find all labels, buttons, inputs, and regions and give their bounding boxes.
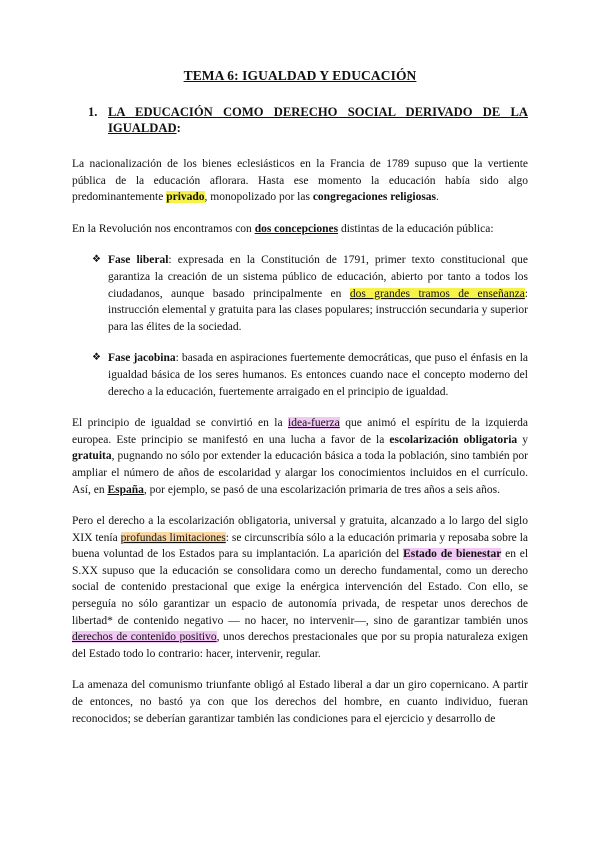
bold-gratuita: gratuita	[72, 450, 112, 463]
bold-congregaciones: congregaciones religiosas	[312, 191, 437, 204]
term-fase-jacobina: Fase jacobina	[108, 352, 176, 365]
diamond-bullet-icon: ❖	[92, 254, 101, 266]
highlight-contenido-positivo: derechos de contenido positivo	[72, 631, 217, 644]
bullet-fase-jacobina: ❖ Fase jacobina: basada en aspiraciones fuertemente democráticas, que puso el énfasis en la igualdad básica de los seres humanos. Es entonces cuando nace el concepto moderno del derecho a la educación, fuertemente arraigado en el principio de igualdad.	[92, 350, 528, 400]
highlight-privado: privado	[166, 191, 205, 204]
paragraph-nacionalizacion: La nacionalización de los bienes eclesiásticos en la Francia de 1789 supuso que la vertiente pública de la educación aflorara. Hasta ese momento la educación había sido algo predominantemente privado, monopolizado por las congregaciones religiosas.	[72, 158, 528, 204]
bold-espana: España	[107, 483, 144, 496]
highlight-estado-bienestar: Estado de bienestar	[403, 548, 502, 561]
bold-dos-concepciones: dos concepciones	[254, 222, 339, 235]
section-title: LA EDUCACIÓN COMO DERECHO SOCIAL DERIVADO DE LA IGUALDAD	[108, 105, 528, 135]
page-title: TEMA 6: IGUALDAD Y EDUCACIÓN	[183, 68, 417, 83]
section-number: 1.	[88, 105, 98, 119]
term-fase-liberal: Fase liberal	[108, 254, 169, 267]
diamond-bullet-icon: ❖	[92, 352, 101, 364]
bullet-fase-liberal: ❖ Fase liberal: expresada en la Constitución de 1791, primer texto constitucional que garantiza la creación de un sistema público de educación, abierto por tanto a todos los ciudadanos, aunque basado principalmente en dos grandes tramos de enseñanza: instrucción elemental y gratuita para las clases populares; instrucción secundaria y superior para las élites de la sociedad.	[92, 252, 528, 335]
highlight-idea-fuerza: idea-fuerza	[288, 417, 340, 430]
document-page	[72, 68, 528, 727]
paragraph-revolucion: En la Revolución nos encontramos con dos concepciones distintas de la educación pública:	[72, 222, 494, 235]
paragraph-principio-igualdad: El principio de igualdad se convirtió en la idea-fuerza que animó el espíritu de la izquierda europea. Este principio se manifestó en una lucha a favor de la escolarización obligatoria y gratuita, pugnando no sólo por extender la educación básica a toda la población, sino también por ampliar el número de años de escolaridad y alargar los conocimientos incluidos en el currículo. Así, en España, por ejemplo, se pasó de una escolarización primaria de tres años a seis años.	[72, 417, 528, 496]
highlight-tramos: dos grandes tramos de enseñanza	[349, 287, 525, 300]
paragraph-comunismo: La amenaza del comunismo triunfante obligó al Estado liberal a dar un giro copernicano. A partir de entonces, no bastó ya con que los derechos del hombre, en cuanto individuo, fueran reconocidos; se deberían garantizar también las condiciones para el ejercicio y desarrollo de	[72, 679, 528, 725]
section-heading	[72, 104, 528, 136]
bold-escolarizacion: escolarización obligatoria	[389, 433, 518, 446]
section-colon: :	[176, 121, 181, 135]
highlight-limitaciones: profundas limitaciones	[120, 531, 226, 544]
paragraph-derecho-escolarizacion: Pero el derecho a la escolarización obligatoria, universal y gratuita, alcanzado a lo largo del siglo XIX tenía profundas limitaciones: se circunscribía sólo a la educación primaria y reposaba sobre la buena voluntad de los Estados para su implantación. La aparición del Estado de bienestar en el S.XX supuso que la educación se consolidara como un derecho fundamental, como un derecho social de contenido prestacional que exige la enérgica intervención del Estado. Con ello, se perseguía no sólo garantizar un espacio de autonomía privada, de respetar unos derechos de libertad* de contenido negativo — no hacer, no intervenir—, sino de garantizar también unos derechos de contenido positivo, unos derechos prestacionales que por su propia naturaleza exigen del Estado todo lo contrario: hacer, intervenir, regular.	[72, 515, 529, 660]
